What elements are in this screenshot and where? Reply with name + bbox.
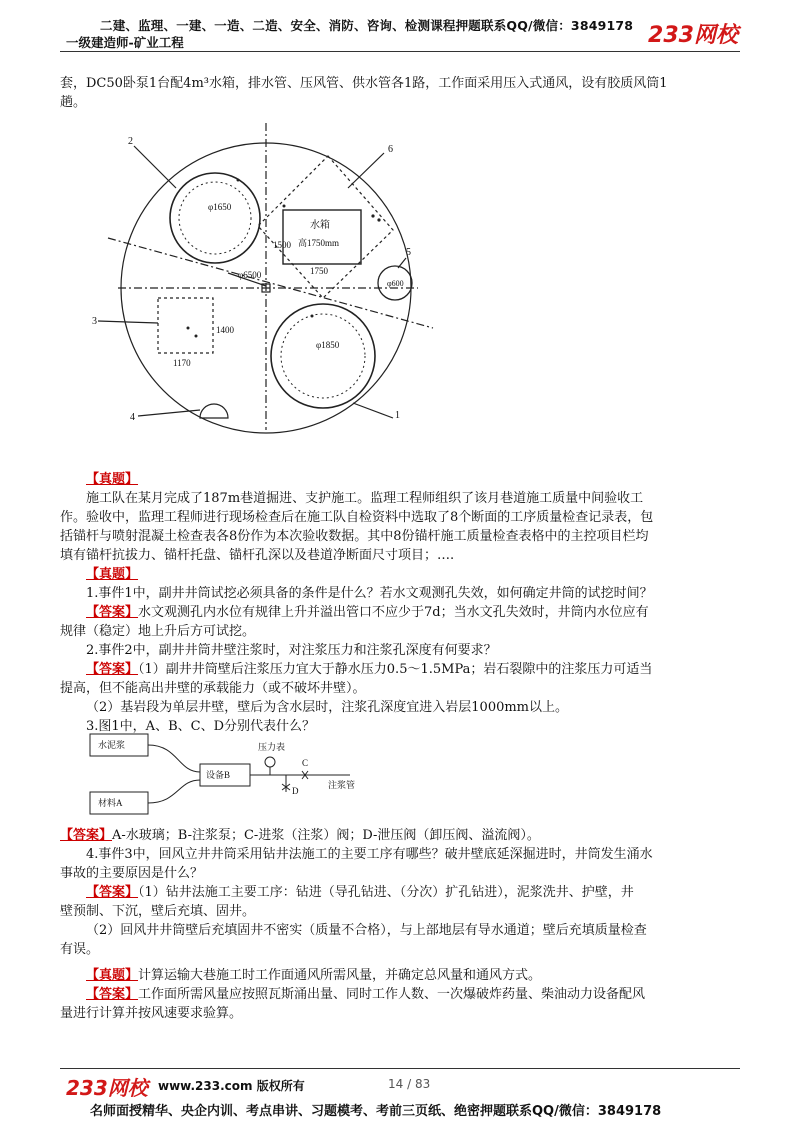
logo-text: 网校 [693, 23, 738, 48]
label-1: 1 [395, 410, 400, 421]
footer-logo [66, 1072, 148, 1101]
pipe-label: 注浆管 [328, 780, 356, 790]
header-subject: 一级建造师-矿业工程 [66, 35, 184, 50]
dot [237, 179, 240, 182]
footer-copyright: www.233.com 版权所有 [158, 1079, 305, 1093]
valve-d-label: D [292, 786, 299, 796]
answer-1-line-1: 水文观测孔内水位有规律上升并溢出管口不应少于7d；当水文孔失效时，井筒内水位应有 [138, 605, 649, 620]
intro-line-1: 套，DC50卧泵1台配4m³水箱，排水管、压风管、供水管各1路，工作面采用压入式通风，设有胶质风筒1 [60, 76, 668, 91]
header-contact-line: 二建、监理、一建、一造、二造、安全、消防、咨询、检测课程押题联系QQ/微信：3849178 [100, 18, 634, 33]
hoist-circle-upper [170, 173, 260, 263]
material-label: 材料A [98, 798, 123, 808]
label-1170: 1170 [173, 358, 191, 368]
label-5: 5 [406, 247, 411, 258]
answer-2-line-3: （2）基岩段为单层井壁，壁后为含水层时，注浆孔深度宜进入岩层1000mm以上。 [86, 700, 569, 715]
answer-tag: 【答案】 [86, 662, 139, 677]
cement-label: 水泥浆 [98, 740, 126, 750]
question-1: 1.事件1中，副井井筒试挖必须具备的条件是什么？若水文观测孔失效，如何确定井筒的试挖时间？ [86, 586, 653, 601]
label-d6500: φ6500 [238, 270, 262, 280]
equipment-label: 设备B [206, 770, 231, 780]
answer-tag: 【答案】 [86, 885, 139, 900]
label-d1650: φ1650 [208, 202, 232, 212]
question-3: 3.图1中，A、B、C、D分别代表什么？ [86, 719, 315, 734]
label-tank-height: 高1750mm [298, 238, 340, 248]
page-number: 14 / 83 [388, 1077, 431, 1091]
section-exam-1 [60, 470, 740, 565]
leader-2 [134, 146, 176, 188]
answer-4-line-1: （1）钻井法施工主要工序：钻进（导孔钻进、（分次）扩孔钻进），泥浆洗井、护壁，井 [138, 885, 634, 900]
center-line-diagonal [108, 238, 433, 328]
dot [187, 327, 190, 330]
brand-logo [648, 18, 738, 49]
pressure-gauge [265, 757, 275, 767]
shaft-layout-diagram [88, 118, 448, 438]
label-d600: φ600 [387, 279, 404, 288]
answer-2-line-1: （1）副井井筒壁后注浆压力宜大于静水压力0.5～1.5MPa；岩石裂隙中的注浆压力可适当 [138, 662, 653, 677]
intro-line-2: 趟。 [60, 95, 87, 110]
answer-3: A-水玻璃；B-注浆泵；C-进浆（注浆）阀；D-泄压阀（卸压阀、溢流阀）。 [112, 828, 540, 843]
hoist-circle-lower [271, 304, 375, 408]
footer-logo-number: 233 [66, 1076, 108, 1100]
exam-tag: 【真题】 [86, 567, 139, 582]
flow-line-bottom [148, 780, 200, 803]
dot [377, 218, 380, 221]
label-1400: 1400 [216, 325, 234, 335]
exam-tag: 【真题】 [86, 472, 139, 487]
dashed-box-3 [158, 298, 213, 353]
answer-tag: 【答案】 [86, 605, 139, 620]
footer-promo: 名师面授精华、央企内训、考点串讲、习题模考、考前三页纸、绝密押题联系QQ/微信：3849178 [90, 1104, 662, 1119]
header-divider [60, 51, 740, 52]
section1-text-3: 括锚杆与喷射混凝土检查表各8份作为本次验收数据。其中8份锚杆施工质量检查表格中的主控项目栏均 [60, 529, 649, 544]
intro-block [60, 74, 740, 112]
leader-1 [353, 403, 393, 418]
leader-5 [398, 258, 406, 268]
gauge-label: 压力表 [258, 742, 286, 752]
section1-text-1: 施工队在某月完成了187m巷道掘进、支护施工。监理工程师组织了该月巷道施工质量中间验收工 [86, 491, 644, 506]
logo-number: 233 [648, 23, 694, 48]
dot [195, 335, 198, 338]
section-answers-3 [60, 826, 740, 959]
label-2: 2 [128, 136, 133, 147]
answer-tag: 【答案】 [60, 828, 113, 843]
section-exam-2 [60, 565, 740, 736]
exam-tag: 【真题】 [86, 968, 139, 983]
label-3: 3 [92, 316, 97, 327]
footer-logo-text: 网校 [107, 1076, 148, 1100]
section-exam-4 [60, 966, 740, 1023]
answer-4-line-3: （2）回风井井筒壁后充填固井不密实（质量不合格），与上部地层有导水通道；壁后充填质量检查 [86, 923, 647, 938]
section1-text-2: 作。验收中，监理工程师进行现场检查后在施工队自检资料中选取了8个断面的工序质量检查记录表，包 [60, 510, 654, 525]
question-2: 2.事件2中，副井井筒井壁注浆时，对注浆压力和注浆孔深度有何要求？ [86, 643, 497, 658]
dot [311, 315, 314, 318]
answer-ventilation-line-2: 量进行计算并按风速要求验算。 [60, 1006, 243, 1021]
hoist-inner-lower [281, 314, 365, 398]
dot [283, 205, 286, 208]
label-tank: 水箱 [310, 220, 330, 231]
valve-c-label: C [302, 758, 309, 768]
hoist-inner-upper [179, 182, 251, 254]
leader-3 [98, 321, 158, 323]
flow-line-top [148, 745, 200, 772]
leader-4 [138, 410, 200, 416]
water-tank [283, 210, 361, 264]
answer-1-line-2: 规律（稳定）地上升后方可试挖。 [60, 624, 256, 639]
answer-2-line-2: 提高，但不能高出井壁的承载能力（或不破坏井壁）。 [60, 681, 366, 696]
answer-tag: 【答案】 [86, 987, 139, 1002]
label-d1850: φ1850 [316, 340, 340, 350]
label-4: 4 [130, 412, 135, 423]
question-ventilation: 计算运输大巷施工时工作面通风所需风量，并确定总风量和通风方式。 [138, 968, 542, 983]
label-1750: 1750 [310, 266, 328, 276]
tag-line [60, 470, 740, 489]
dot [371, 214, 374, 217]
grouting-flow-diagram [88, 732, 388, 822]
question-4-line-1: 4.事件3中，回风立井井筒采用钻井法施工的主要工序有哪些？破井壁底延深掘进时，井筒发生涌水 [86, 847, 653, 862]
half-circle-4 [200, 404, 228, 418]
answer-4-line-4: 有误。 [60, 942, 100, 957]
section1-text-4: 填有锚杆抗拔力、锚杆托盘、锚杆孔深以及巷道净断面尺寸项目；…. [60, 548, 455, 563]
answer-4-line-2: 壁预制、下沉，壁后充填、固井。 [60, 904, 256, 919]
footer-divider [60, 1068, 740, 1069]
label-6: 6 [388, 144, 393, 155]
tag-line [60, 565, 740, 584]
label-1500: 1500 [273, 240, 291, 250]
question-4-line-2: 事故的主要原因是什么？ [60, 866, 204, 881]
answer-ventilation-line-1: 工作面所需风量应按照瓦斯涌出量、同时工作人数、一次爆破炸药量、柴油动力设备配风 [138, 987, 646, 1002]
